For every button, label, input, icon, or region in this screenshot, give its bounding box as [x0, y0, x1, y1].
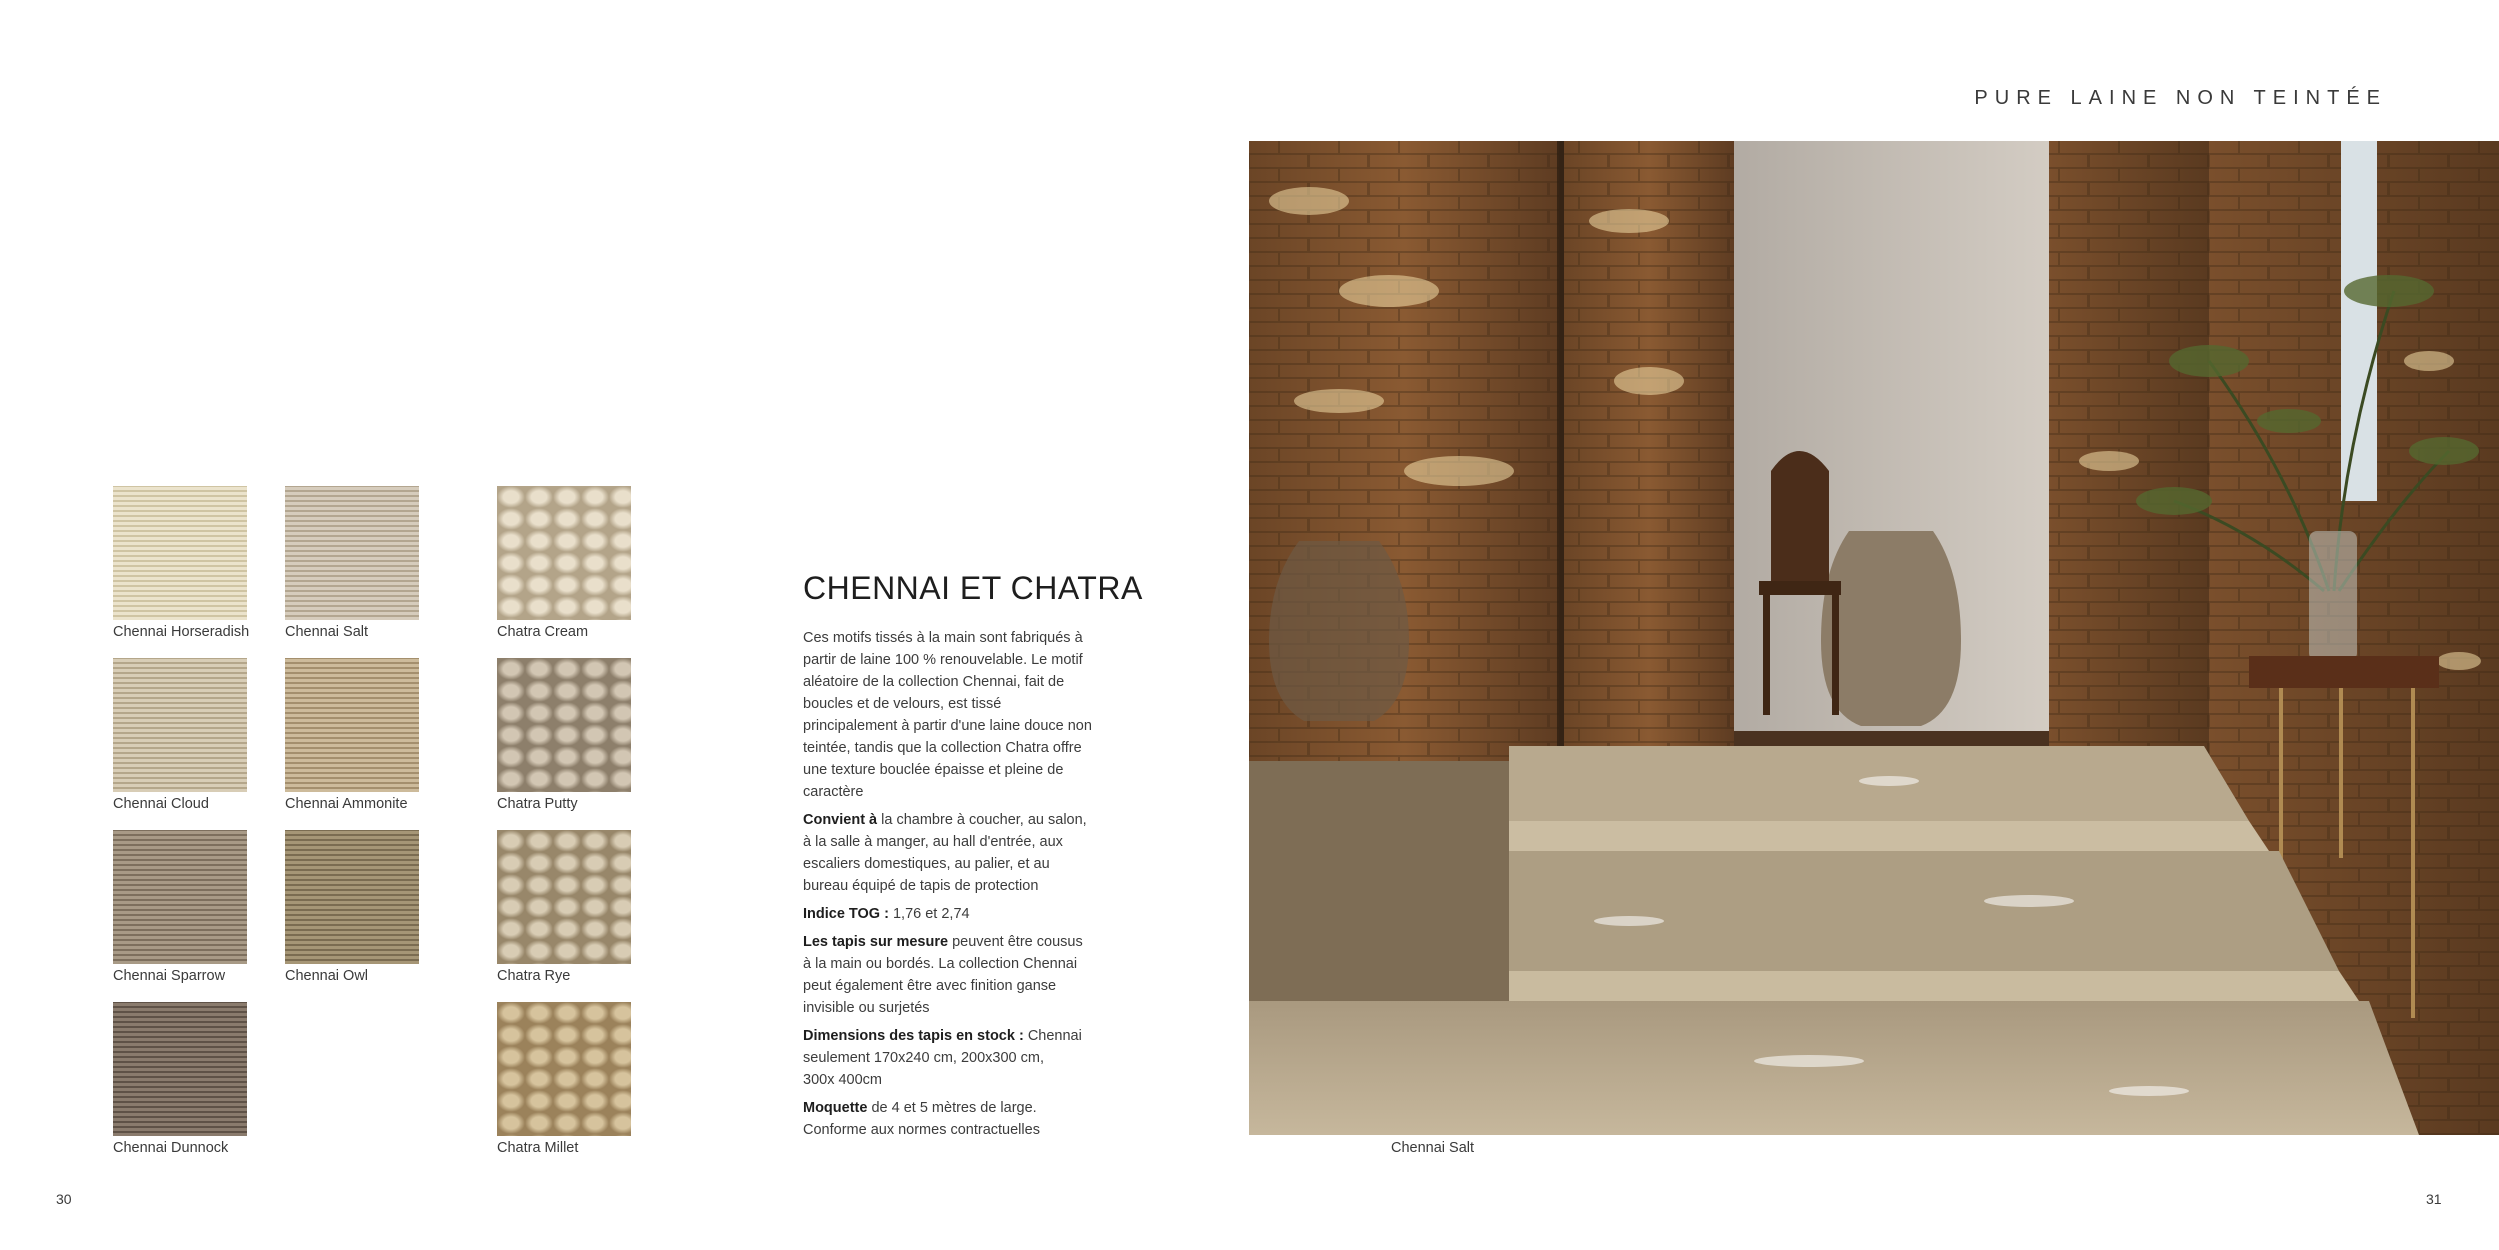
custom-text: peuvent être cousus à la main ou bordés. La collection Chennai peut également être avec finition ganse invisible ou surjetés [803, 934, 1083, 1016]
section-title: PURE LAINE NON TEINTÉE [1974, 87, 2387, 109]
page-number-right: 31 [2426, 1191, 2442, 1207]
swatch-chatra-cream [497, 486, 631, 620]
swatch-label: Chennai Salt [285, 624, 369, 640]
swatch-label: Chatra Cream [497, 624, 589, 640]
carpet-text: de 4 et 5 mètres de large. [867, 1100, 1037, 1116]
swatch-chennai-owl [285, 830, 419, 964]
interior-photo [1249, 141, 2499, 1135]
stock-label: Dimensions des tapis en stock : [803, 1028, 1024, 1044]
swatch-label: Chennai Cloud [113, 796, 209, 812]
swatch-label: Chennai Ammonite [285, 796, 408, 812]
swatch-chennai-horseradish [113, 486, 247, 620]
swatch-label: Chennai Sparrow [113, 968, 226, 984]
stock-paragraph [803, 1025, 1093, 1091]
swatch-label: Chatra Putty [497, 796, 578, 812]
carpet-label: Moquette [803, 1100, 868, 1116]
suits-text: la chambre à coucher, au salon, à la salle à manger, au hall d'entrée, aux escaliers domestiques, au palier, et au bureau équipé de tapis de protection [803, 812, 1087, 894]
product-heading: CHENNAI ET CHATRA [803, 570, 1143, 606]
swatch-chatra-millet [497, 1002, 631, 1136]
swatch-label: Chennai Owl [285, 968, 369, 984]
photo-caption: Chennai Salt [1391, 1140, 1475, 1156]
intro-paragraph: Ces motifs tissés à la main sont fabriqués à partir de laine 100 % renouvelable. Le motif aléatoire de la collection Chennai, fait de boucles et de velours, est tissé principalement à partir d'une laine douce non teintée, tandis que la collection Chatra offre une texture bouclée épaisse et pleine de caractère [803, 630, 1092, 800]
swatch-chennai-dunnock [113, 1002, 247, 1136]
custom-label: Les tapis sur mesure [803, 934, 949, 950]
tog-label: Indice TOG : [803, 906, 889, 922]
suits-paragraph [803, 809, 1093, 897]
swatch-chennai-cloud [113, 658, 247, 792]
carpet-paragraph [803, 1097, 1093, 1141]
swatch-chennai-sparrow [113, 830, 247, 964]
carpet-text-2: Conforme aux normes contractuelles [803, 1122, 1040, 1138]
swatch-chennai-salt [285, 486, 419, 620]
tog-text: 1,76 et 2,74 [888, 906, 970, 922]
product-description [803, 627, 1093, 1147]
swatch-chatra-putty [497, 658, 631, 792]
swatch-label: Chatra Rye [497, 968, 571, 984]
suits-label: Convient à [803, 812, 878, 828]
swatch-label: Chennai Dunnock [113, 1140, 229, 1156]
custom-paragraph [803, 931, 1093, 1019]
stock-text: Chennai seulement 170x240 cm, 200x300 cm, [803, 1028, 1082, 1066]
swatch-label: Chatra Millet [497, 1140, 579, 1156]
swatch-label: Chennai Horseradish [113, 624, 250, 640]
swatch-chennai-ammonite [285, 658, 419, 792]
stock-text-2: 300x 400cm [803, 1072, 882, 1088]
tog-paragraph [803, 903, 1093, 925]
page-number-left: 30 [56, 1191, 72, 1207]
swatch-chatra-rye [497, 830, 631, 964]
